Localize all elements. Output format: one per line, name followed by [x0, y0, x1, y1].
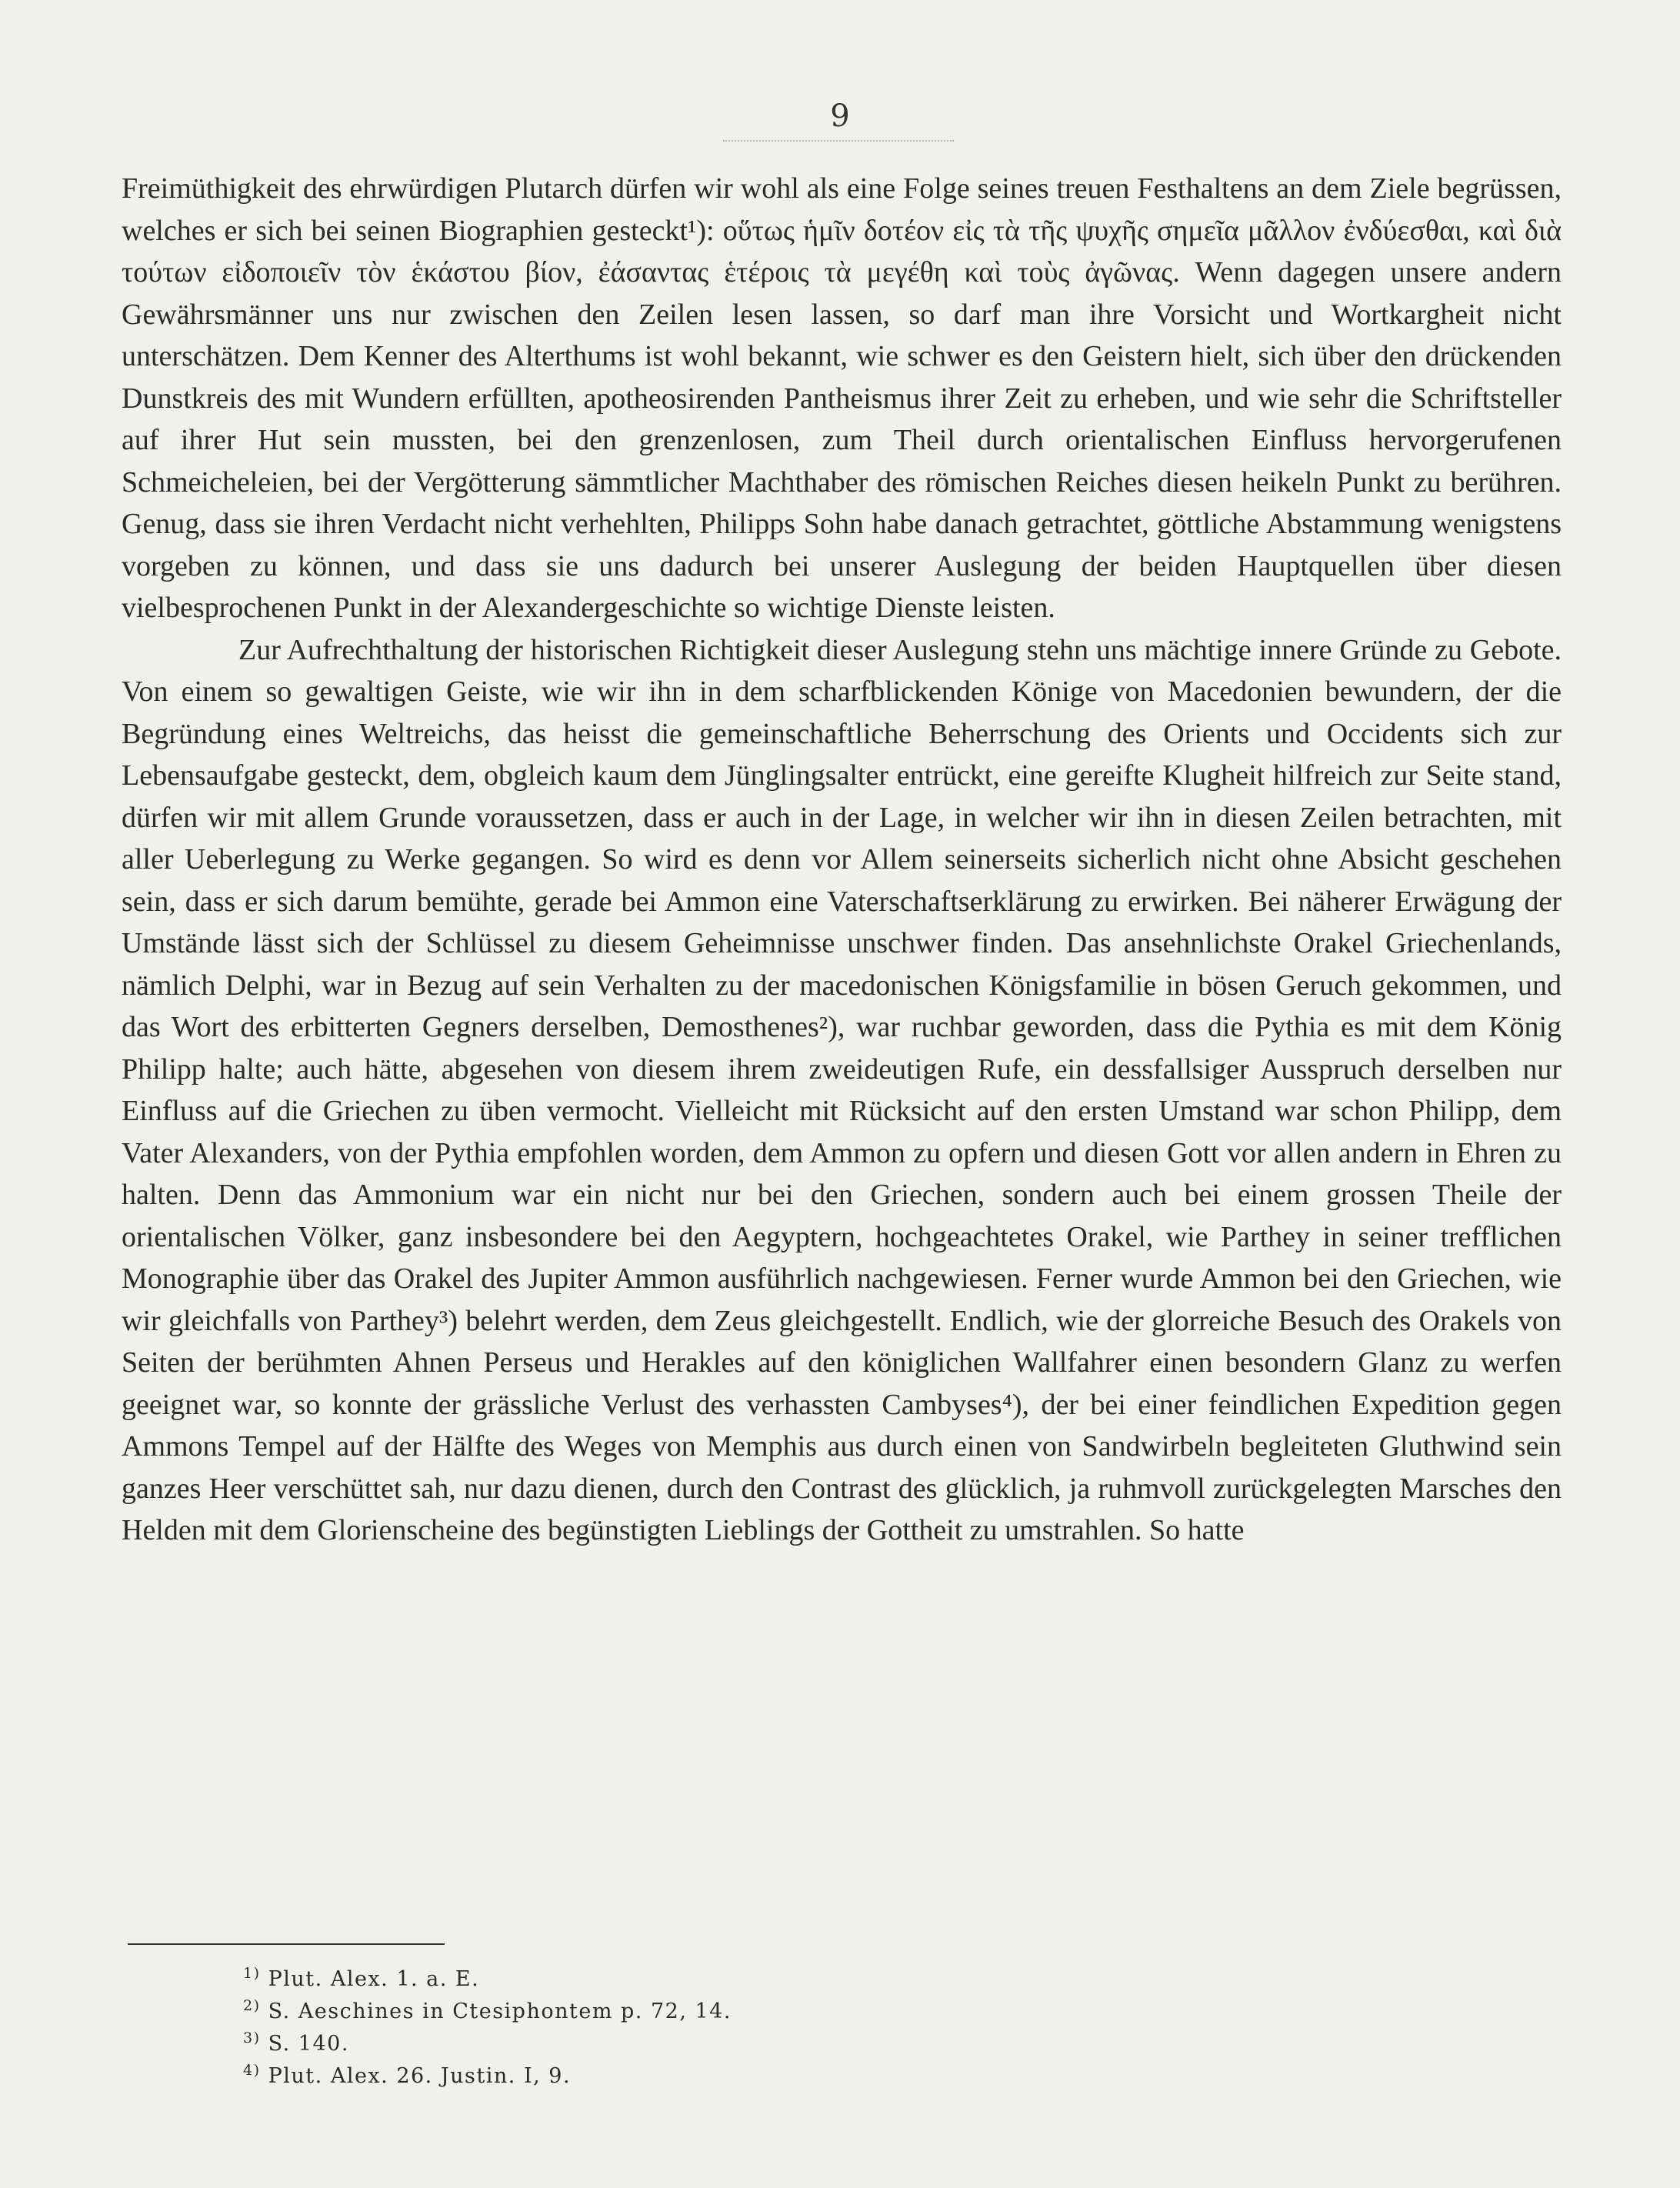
- page-number-rule: [723, 140, 954, 142]
- footnote-marker: 3): [243, 2030, 261, 2046]
- footnotes: [243, 1963, 1166, 2093]
- footnote: [243, 1996, 1166, 2028]
- footnote-rule: [128, 1943, 445, 1945]
- footnote-marker: 2): [243, 1997, 261, 2014]
- body-text: [122, 168, 1562, 1552]
- paragraph: Freimüthigkeit des ehrwürdigen Plutarch dürfen wir wohl als eine Folge seines treuen Festhaltens an dem Ziele begrüssen, welches er sich bei seinen Biographien gesteckt¹): οὕτως ἡμῖν δοτέον εἰς τὰ τῆς ψυχῆς σημεῖα μᾶλλον ἐνδύεσθαι, καὶ διὰ τούτων εἰδοποιεῖν τὸν ἑκάστου βίον, ἐάσαντας ἑτέροις τὰ μεγέθη καὶ τοὺς ἀγῶνας. Wenn dagegen unsere andern Gewährsmänner uns nur zwischen den Zeilen lesen lassen, so darf man ihre Vorsicht und Wortkargheit nicht unterschätzen. Dem Kenner des Alterthums ist wohl bekannt, wie schwer es den Geistern hielt, sich über den drückenden Dunstkreis des mit Wundern erfüllten, apotheosirenden Pantheismus ihrer Zeit zu erheben, und wie sehr die Schriftsteller auf ihrer Hut sein mussten, bei den grenzenlosen, zum Theil durch orientalischen Einfluss hervorgerufenen Schmeicheleien, bei der Vergötterung sämmtlicher Machthaber des römischen Reiches diesen heikeln Punkt zu berühren. Genug, dass sie ihren Verdacht nicht verhehlten, Philipps Sohn habe danach getrachtet, göttliche Abstammung wenigstens vorgeben zu können, und dass sie uns dadurch bei unserer Auslegung der beiden Hauptquellen über diesen vielbesprochenen Punkt in der Alexandergeschichte so wichtige Dienste leisten.: [122, 172, 1562, 624]
- footnote: [243, 2028, 1166, 2060]
- footnote-marker: 4): [243, 2062, 261, 2079]
- footnote-text: S. Aeschines in Ctesiphontem p. 72, 14.: [268, 2000, 732, 2023]
- footnote-text: Plut. Alex. 1. a. E.: [268, 1967, 480, 1991]
- footnote-text: Plut. Alex. 26. Justin. I, 9.: [268, 2064, 572, 2088]
- footnote-text: S. 140.: [268, 2032, 349, 2056]
- page-number: 9: [830, 98, 850, 134]
- footnote: [243, 1963, 1166, 1996]
- footnote-marker: 1): [243, 1965, 261, 1982]
- paragraph: Zur Aufrechthaltung der historischen Richtigkeit dieser Auslegung stehn uns mächtige innere Gründe zu Gebote. Von einem so gewaltigen Geiste, wie wir ihn in dem scharfblickenden Könige von Macedonien bewundern, der die Begründung eines Weltreichs, das heisst die gemeinschaftliche Beherrschung des Orients und Occidents sich zur Lebensaufgabe gesteckt, dem, obgleich kaum dem Jünglingsalter entrückt, eine gereifte Klugheit hilfreich zur Seite stand, dürfen wir mit allem Grunde voraussetzen, dass er auch in der Lage, in welcher wir ihn in diesen Zeilen betrachten, mit aller Ueberlegung zu Werke gegangen. So wird es denn vor Allem seinerseits sicherlich nicht ohne Absicht geschehen sein, dass er sich darum bemühte, gerade bei Ammon eine Vaterschaftserklärung zu erwirken. Bei näherer Erwägung der Umstände lässt sich der Schlüssel zu diesem Geheimnisse unschwer finden. Das ansehnlichste Orakel Griechenlands, nämlich Delphi, war in Bezug auf sein Verhalten zu der macedonischen Königsfamilie in bösen Geruch gekommen, und das Wort des erbitterten Gegners derselben, Demosthenes²), war ruchbar geworden, dass die Pythia es mit dem König Philipp halte; auch hätte, abgesehen von diesem ihrem zweideutigen Rufe, ein dessfallsiger Ausspruch derselben nur Einfluss auf die Griechen zu üben vermocht. Vielleicht mit Rücksicht auf den ersten Umstand war schon Philipp, dem Vater Alexanders, von der Pythia empfohlen worden, dem Ammon zu opfern und diesen Gott vor allen andern in Ehren zu halten. Denn das Ammonium war ein nicht nur bei den Griechen, sondern auch bei einem grossen Theile der orientalischen Völker, ganz insbesondere bei den Aegyptern, hochgeachtetes Orakel, wie Parthey in seiner trefflichen Monographie über das Orakel des Jupiter Ammon ausführlich nachgewiesen. Ferner wurde Ammon bei den Griechen, wie wir gleichfalls von Parthey³) belehrt werden, dem Zeus gleichgestellt. Endlich, wie der glorreiche Besuch des Orakels von Seiten der berühmten Ahnen Perseus und Herakles auf den königlichen Wallfahrer einen besondern Glanz zu werfen geeignet war, so konnte der grässliche Verlust des verhassten Cambyses⁴), der bei einer feindlichen Expedition gegen Ammons Tempel auf der Hälfte des Weges von Memphis aus durch einen von Sandwirbeln begleiteten Gluthwind sein ganzes Heer verschüttet sah, nur dazu dienen, durch den Contrast des glücklich, ja ruhmvoll zurückgelegten Marsches den Helden mit dem Glorienscheine des begünstigten Lieblings der Gottheit zu umstrahlen. So hatte: [122, 633, 1562, 1546]
- footnote: [243, 2060, 1166, 2093]
